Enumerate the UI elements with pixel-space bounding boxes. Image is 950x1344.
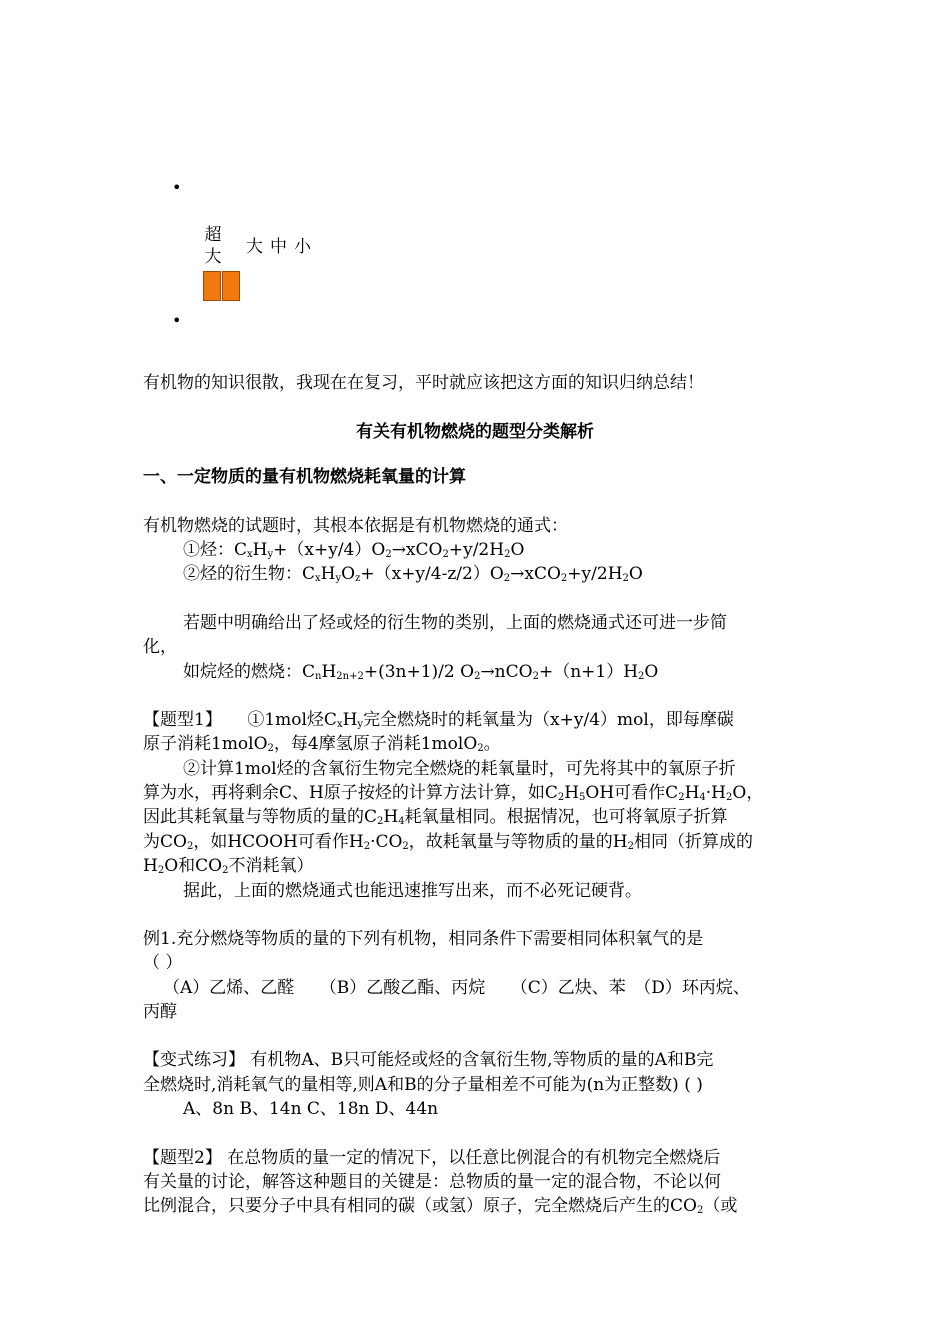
- variant-line-1: 【变式练习】 有机物A、B只可能烃或烃的含氧衍生物,等物质的量的A和B完: [143, 1050, 714, 1070]
- type2-line-2: 有关量的讨论，解答这种题目的关键是：总物质的量一定的混合物，不论以何: [143, 1172, 721, 1192]
- page-title: 有关有机物燃烧的题型分类解析: [356, 422, 594, 442]
- example1-options-cont: 丙醇: [143, 1002, 177, 1022]
- type2-line-3: 比例混合，只要分子中具有相同的碳（或氢）原子，完全燃烧后产生的$CO_2$（或: [143, 1196, 738, 1216]
- font-size-super-label-2: 大: [204, 247, 222, 267]
- paragraph-1: 有机物燃烧的试题时，其根本依据是有机物燃烧的通式：: [143, 516, 568, 536]
- font-size-large[interactable]: 大: [246, 237, 263, 257]
- example1-line-2: （ ）: [143, 953, 183, 973]
- font-size-medium[interactable]: 中: [270, 237, 287, 257]
- font-size-indicator-right: [222, 271, 240, 301]
- variant-options: A、8n B、14n C、18n D、44n: [183, 1099, 439, 1119]
- paragraph-2-line-1: 若题中明确给出了烃或烃的衍生物的类别，上面的燃烧通式还可进一步简: [183, 613, 727, 633]
- paragraph-2-line-2: 化，: [143, 637, 177, 657]
- example1-options: （A）乙烯、乙醛 （B）乙酸乙酯、丙烷 （C）乙炔、苯 （D）环丙烷、: [163, 978, 750, 998]
- formula-1: ①烃：$C_xH_y+(x+y/4)O_2\to xCO_2+y/2H_2O$: [183, 540, 525, 560]
- font-size-super-large[interactable]: [203, 224, 223, 268]
- type1-line-4: 算为水，再将剩余C、H原子按烃的计算方法计算，如$C_2H_5OH$可看作$C_2H_4\cdot H_2O$，: [143, 783, 764, 803]
- formula-2: ②烃的衍生物：$C_xH_yO_z+(x+y/4-z/2)O_2\to xCO_2+y/2H_2O$: [183, 564, 643, 584]
- variant-line-2: 全燃烧时,消耗氧气的量相等,则A和B的分子量相差不可能为(n为正整数) ( ): [143, 1075, 703, 1095]
- font-size-indicator-left: [203, 271, 221, 301]
- type1-line-2: 原子消耗1molO$_2$，每4摩氢原子消耗1molO$_2$。: [143, 734, 501, 754]
- intro-text: 有机物的知识很散，我现在在复习，平时就应该把这方面的知识归纳总结！: [143, 373, 704, 393]
- font-size-super-label-1: 超: [204, 225, 222, 245]
- type1-line-5: 因此其耗氧量与等物质的量的$C_2H_4$耗氧量相同。根据情况，也可将氧原子折算: [143, 807, 728, 827]
- font-size-small[interactable]: 小: [294, 237, 311, 257]
- section-heading-1: 一、一定物质的量有机物燃烧耗氧量的计算: [143, 467, 466, 487]
- type2-line-1: 【题型2】 在总物质的量一定的情况下，以任意比例混合的有机物完全燃烧后: [143, 1148, 721, 1168]
- list-bullet-2: •: [172, 311, 182, 330]
- example1-line-1: 例1.充分燃烧等物质的量的下列有机物，相同条件下需要相同体积氧气的是: [143, 929, 704, 949]
- type1-line-1: 【题型1】 ①1mol烃$C_xH_y$完全燃烧时的耗氧量为（x+y/4）mol，即每摩碳: [143, 710, 734, 730]
- type1-line-3: ②计算1mol烃的含氧衍生物完全燃烧的耗氧量时，可先将其中的氧原子折: [183, 759, 736, 779]
- type1-line-6: 为$CO_2$，如HCOOH可看作$H_2\cdot CO_2$，故耗氧量与等物质的量的$H_2$相同（折算成的: [143, 832, 753, 852]
- type1-line-7: $H_2O$和$CO_2$不消耗氧）: [143, 856, 314, 876]
- formula-alkane: 如烷烃的燃烧：$C_nH_{2n+2}+(3n+1)/2$ $O_2\to nCO_2+(n+1)H_2O$: [183, 662, 659, 682]
- type1-line-8: 据此，上面的燃烧通式也能迅速推写出来，而不必死记硬背。: [183, 881, 642, 901]
- list-bullet-1: •: [172, 178, 182, 197]
